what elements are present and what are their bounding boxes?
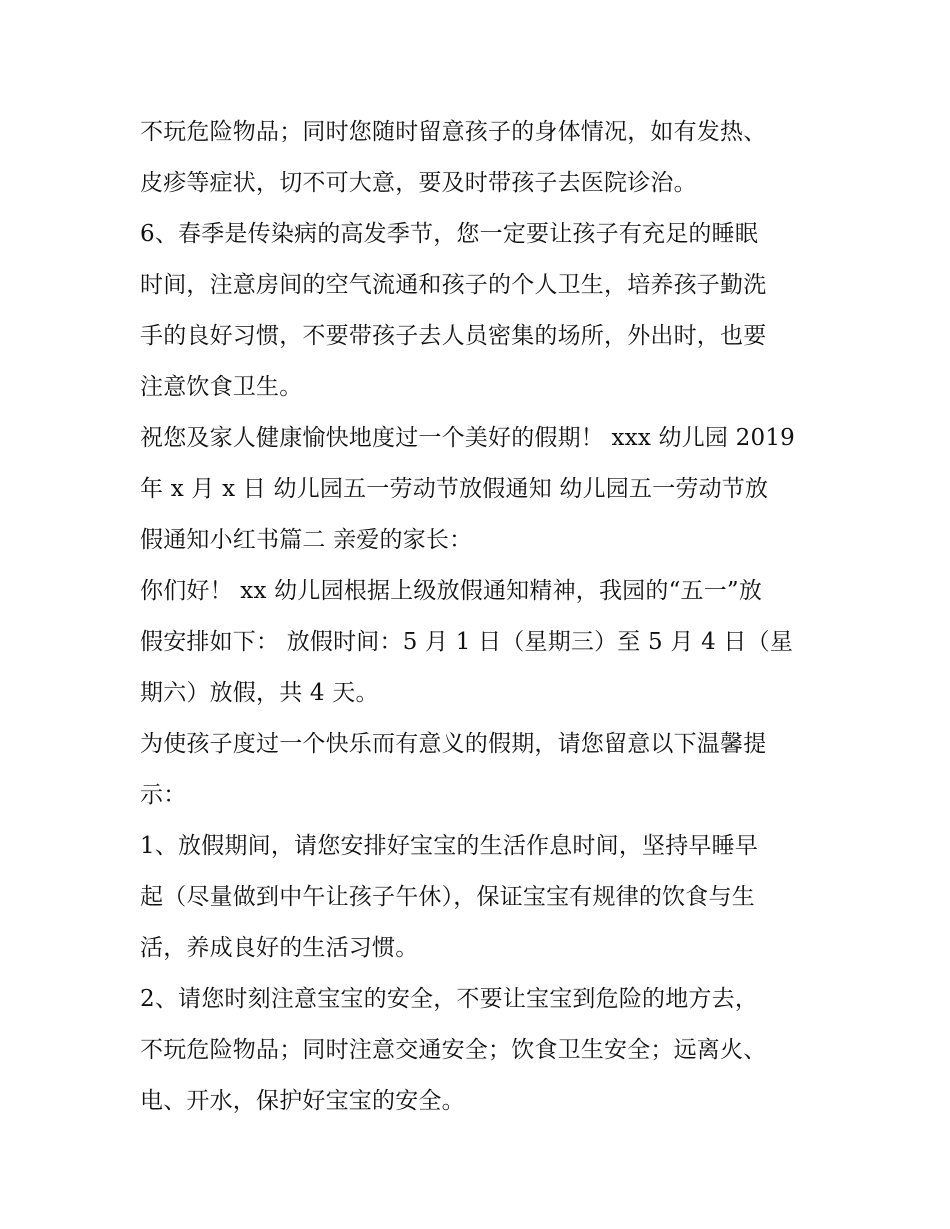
text-line: 你们好！ xx 幼儿园根据上级放假通知精神，我园的“五一”放 bbox=[140, 578, 763, 604]
text-line: 2、请您时刻注意宝宝的安全，不要让宝宝到危险的地方去， bbox=[140, 986, 759, 1012]
text-line: 手的良好习惯，不要带孩子去人员密集的场所，外出时，也要 bbox=[140, 323, 767, 349]
document-body bbox=[140, 107, 820, 1127]
text-line: 为使孩子度过一个快乐而有意义的假期，请您留意以下温馨提 bbox=[140, 731, 767, 757]
text-line: 起（尽量做到中午让孩子午休），保证宝宝有规律的饮食与生 bbox=[140, 884, 755, 910]
text-line: 皮疹等症状，切不可大意，要及时带孩子去医院诊治。 bbox=[140, 170, 697, 196]
text-line: 假通知小红书篇二 亲爱的家长： bbox=[140, 527, 473, 553]
text-line: 6、春季是传染病的高发季节，您一定要让孩子有充足的睡眠 bbox=[140, 221, 759, 247]
text-line: 不玩危险物品；同时您随时留意孩子的身体情况，如有发热、 bbox=[140, 119, 767, 145]
text-line: 活，养成良好的生活习惯。 bbox=[140, 935, 419, 961]
text-line: 示： bbox=[140, 782, 187, 808]
text-line: 假安排如下： 放假时间：5 月 1 日（星期三）至 5 月 4 日（星 bbox=[140, 629, 794, 655]
text-line: 不玩危险物品；同时注意交通安全；饮食卫生安全；远离火、 bbox=[140, 1037, 767, 1063]
text-line: 电、开水，保护好宝宝的安全。 bbox=[140, 1088, 465, 1114]
text-line: 祝您及家人健康愉快地度过一个美好的假期！ xxx 幼儿园 2019 bbox=[140, 425, 795, 451]
text-line: 年 x 月 x 日 幼儿园五一劳动节放假通知 幼儿园五一劳动节放 bbox=[140, 476, 769, 502]
text-line: 1、放假期间，请您安排好宝宝的生活作息时间，坚持早睡早 bbox=[140, 833, 759, 859]
text-line: 注意饮食卫生。 bbox=[140, 374, 303, 400]
text-line: 时间，注意房间的空气流通和孩子的个人卫生，培养孩子勤洗 bbox=[140, 272, 767, 298]
text-line: 期六）放假，共 4 天。 bbox=[140, 680, 379, 706]
